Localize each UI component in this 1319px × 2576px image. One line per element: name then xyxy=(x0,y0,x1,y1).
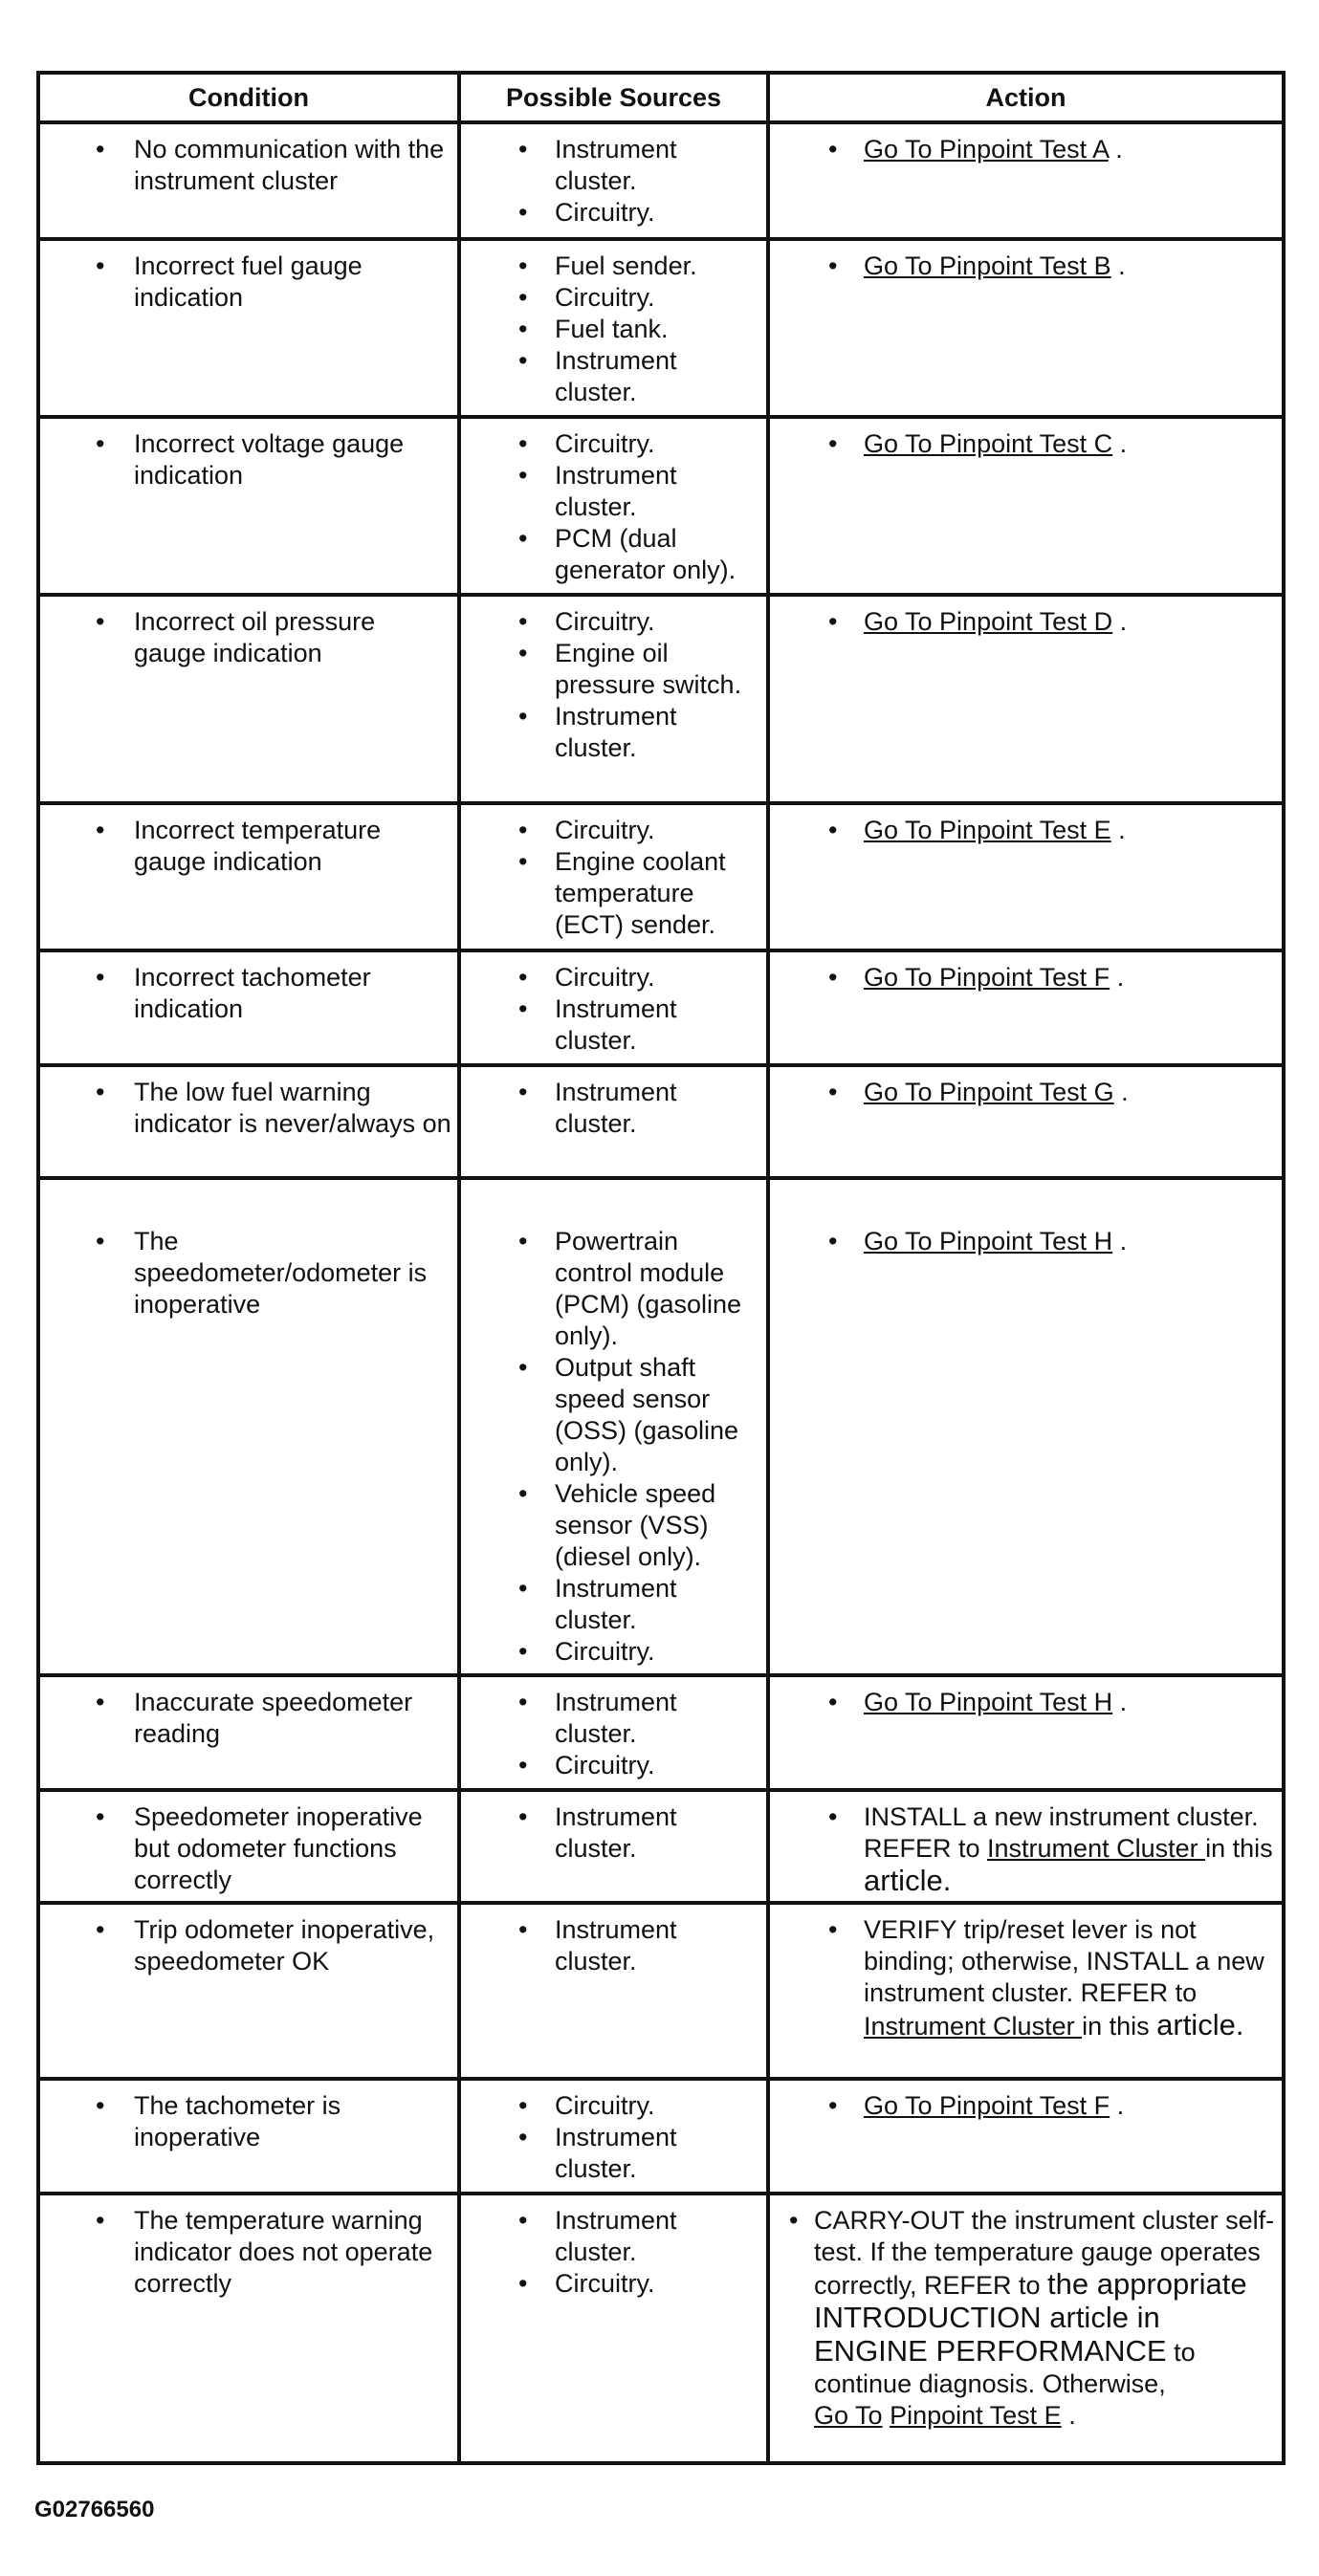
action-text: INSTALL a new instrument cluster. REFER to xyxy=(864,1802,1259,1863)
sources-cell xyxy=(459,122,768,239)
action-suffix-article: article. xyxy=(1156,2008,1244,2041)
action-item xyxy=(776,2205,1276,2432)
condition-item: • Incorrect oil pressure gauge indication xyxy=(46,606,451,669)
source-item: • Instrument cluster. xyxy=(467,1914,760,1977)
action-item xyxy=(776,1077,1276,1108)
table-row xyxy=(38,1065,1284,1178)
pinpoint-test-link[interactable]: Go To Pinpoint Test F xyxy=(864,2091,1110,2120)
source-item: • Circuitry. xyxy=(467,428,760,460)
condition-item: • Incorrect fuel gauge indication xyxy=(46,251,451,314)
source-item: • Circuitry. xyxy=(467,1750,760,1781)
source-item: • Powertrain control module (PCM) (gasoline only). xyxy=(467,1226,760,1352)
action-item xyxy=(776,815,1276,846)
sources-cell xyxy=(459,2079,768,2194)
source-item: • Instrument cluster. xyxy=(467,701,760,764)
condition-cell xyxy=(38,1790,459,1903)
condition-item: • Incorrect voltage gauge indication xyxy=(46,428,451,491)
action-cell xyxy=(768,595,1284,803)
condition-cell xyxy=(38,595,459,803)
action-text: VERIFY trip/reset lever is not binding; otherwise, INSTALL a new instrument cluster. REFER to xyxy=(864,1915,1264,2007)
pinpoint-test-link[interactable]: Pinpoint Test E xyxy=(890,2401,1062,2430)
source-item: • Engine coolant temperature (ECT) sender. xyxy=(467,846,760,941)
action-item xyxy=(776,134,1276,165)
action-cell xyxy=(768,950,1284,1065)
action-suffix: . xyxy=(1108,135,1123,164)
table-row xyxy=(38,1675,1284,1790)
header-row xyxy=(38,73,1284,122)
header-action: Action xyxy=(768,73,1284,122)
pinpoint-test-link[interactable]: Go To Pinpoint Test H xyxy=(864,1688,1113,1716)
pinpoint-test-link[interactable]: Go To Pinpoint Test H xyxy=(864,1227,1113,1255)
condition-cell xyxy=(38,1178,459,1675)
pinpoint-test-link[interactable]: Go To Pinpoint Test A xyxy=(864,135,1109,164)
sources-cell xyxy=(459,1178,768,1675)
source-item: • PCM (dual generator only). xyxy=(467,523,760,586)
source-item: • Circuitry. xyxy=(467,2090,760,2122)
condition-item: • Incorrect temperature gauge indication xyxy=(46,815,451,878)
condition-cell xyxy=(38,2079,459,2194)
condition-cell xyxy=(38,950,459,1065)
condition-item: • No communication with the instrument cluster xyxy=(46,134,451,197)
instrument-cluster-link[interactable]: Instrument Cluster xyxy=(864,2012,1083,2041)
figure-id: G02766560 xyxy=(34,2497,155,2522)
source-item: • Instrument cluster. xyxy=(467,345,760,408)
table-row xyxy=(38,803,1284,950)
source-item: • Circuitry. xyxy=(467,282,760,314)
condition-item: • The speedometer/odometer is inoperative xyxy=(46,1226,451,1321)
condition-item: • The low fuel warning indicator is never/always on xyxy=(46,1077,451,1140)
action-cell xyxy=(768,803,1284,950)
pinpoint-test-link[interactable]: Go To Pinpoint Test D xyxy=(864,607,1113,636)
action-suffix: . xyxy=(1112,1688,1128,1716)
condition-cell xyxy=(38,417,459,595)
action-cell xyxy=(768,1675,1284,1790)
action-item xyxy=(776,2090,1276,2122)
table-row xyxy=(38,1790,1284,1903)
pinpoint-test-link[interactable]: Go To Pinpoint Test F xyxy=(864,963,1110,992)
action-cell xyxy=(768,239,1284,417)
source-item: • Circuitry. xyxy=(467,815,760,846)
source-item: • Fuel tank. xyxy=(467,314,760,345)
sources-cell xyxy=(459,950,768,1065)
table-row xyxy=(38,417,1284,595)
action-cell xyxy=(768,2194,1284,2463)
action-suffix: . xyxy=(1112,607,1128,636)
source-item: • Circuitry. xyxy=(467,2268,760,2300)
sources-cell xyxy=(459,595,768,803)
action-item xyxy=(776,1801,1276,1898)
source-item: • Circuitry. xyxy=(467,197,760,229)
source-item: • Instrument cluster. xyxy=(467,993,760,1057)
condition-cell xyxy=(38,1065,459,1178)
action-item xyxy=(776,1914,1276,2042)
source-item: • Output shaft speed sensor (OSS) (gasoline only). xyxy=(467,1352,760,1478)
pinpoint-test-link[interactable]: Go To Pinpoint Test B xyxy=(864,251,1111,280)
condition-cell xyxy=(38,239,459,417)
action-text-large: the appropriate INTRODUCTION article in ENGINE PERFORMANCE xyxy=(814,2267,1247,2368)
sources-cell xyxy=(459,803,768,950)
action-text: CARRY-OUT the instrument cluster self-test. If the temperature gauge operates correctly, REFER to xyxy=(814,2206,1275,2300)
action-suffix: . xyxy=(1110,2091,1125,2120)
action-suffix-article: article. xyxy=(864,1864,952,1897)
condition-item: • Incorrect tachometer indication xyxy=(46,962,451,1025)
action-text-continued: to continue diagnosis. Otherwise, xyxy=(814,2338,1196,2398)
table-row xyxy=(38,2079,1284,2194)
sources-cell xyxy=(459,2194,768,2463)
header-possible-sources: Possible Sources xyxy=(459,73,768,122)
condition-cell xyxy=(38,2194,459,2463)
pinpoint-test-link[interactable]: Go To Pinpoint Test E xyxy=(864,816,1111,844)
condition-item: • Speedometer inoperative but odometer functions correctly xyxy=(46,1801,451,1896)
sources-cell xyxy=(459,239,768,417)
pinpoint-test-link[interactable]: Go To Pinpoint Test G xyxy=(864,1078,1114,1106)
header-condition: Condition xyxy=(38,73,459,122)
action-item xyxy=(776,251,1276,282)
action-suffix: . xyxy=(1112,429,1128,458)
action-suffix: . xyxy=(1112,1227,1128,1255)
condition-cell xyxy=(38,1903,459,2079)
table-row xyxy=(38,595,1284,803)
source-item: • Engine oil pressure switch. xyxy=(467,638,760,701)
action-cell xyxy=(768,1065,1284,1178)
action-suffix: . xyxy=(1061,2401,1076,2430)
action-suffix: in this xyxy=(1082,2012,1157,2041)
source-item: • Instrument cluster. xyxy=(467,1687,760,1750)
table-row xyxy=(38,950,1284,1065)
condition-item: • Inaccurate speedometer reading xyxy=(46,1687,451,1750)
action-item xyxy=(776,428,1276,460)
source-item: • Fuel sender. xyxy=(467,251,760,282)
action-cell xyxy=(768,1178,1284,1675)
source-item: • Circuitry. xyxy=(467,606,760,638)
action-cell xyxy=(768,1790,1284,1903)
action-item xyxy=(776,962,1276,993)
source-item: • Instrument cluster. xyxy=(467,2205,760,2268)
source-item: • Circuitry. xyxy=(467,1636,760,1668)
sources-cell xyxy=(459,1065,768,1178)
action-item xyxy=(776,1687,1276,1718)
go-to-link[interactable]: Go To xyxy=(814,2401,883,2430)
condition-cell xyxy=(38,803,459,950)
action-item xyxy=(776,1226,1276,1257)
sources-cell xyxy=(459,1790,768,1903)
action-suffix: . xyxy=(1113,1078,1129,1106)
action-cell xyxy=(768,2079,1284,2194)
action-suffix: in this xyxy=(1205,1834,1273,1863)
table-row xyxy=(38,1178,1284,1675)
action-suffix: . xyxy=(1110,251,1126,280)
sources-cell xyxy=(459,417,768,595)
source-item: • Instrument cluster. xyxy=(467,2122,760,2185)
action-item xyxy=(776,606,1276,638)
source-item: • Instrument cluster. xyxy=(467,1077,760,1140)
table-row xyxy=(38,239,1284,417)
source-item: • Instrument cluster. xyxy=(467,134,760,197)
action-suffix: . xyxy=(1110,816,1126,844)
sources-cell xyxy=(459,1903,768,2079)
source-item: • Instrument cluster. xyxy=(467,460,760,523)
condition-item: • Trip odometer inoperative, speedometer OK xyxy=(46,1914,451,1977)
pinpoint-test-link[interactable]: Go To Pinpoint Test C xyxy=(864,429,1113,458)
action-cell xyxy=(768,417,1284,595)
action-cell xyxy=(768,1903,1284,2079)
condition-cell xyxy=(38,122,459,239)
source-item: • Vehicle speed sensor (VSS) (diesel only). xyxy=(467,1478,760,1573)
table-row xyxy=(38,122,1284,239)
diagnosis-table xyxy=(36,71,1286,2465)
source-item: • Instrument cluster. xyxy=(467,1801,760,1865)
condition-cell xyxy=(38,1675,459,1790)
condition-item: • The tachometer is inoperative xyxy=(46,2090,451,2153)
table-row xyxy=(38,1903,1284,2079)
instrument-cluster-link[interactable]: Instrument Cluster xyxy=(987,1834,1206,1863)
source-item: • Circuitry. xyxy=(467,962,760,993)
source-item: • Instrument cluster. xyxy=(467,1573,760,1636)
condition-item: • The temperature warning indicator does not operate correctly xyxy=(46,2205,451,2300)
action-suffix: . xyxy=(1110,963,1125,992)
table-row xyxy=(38,2194,1284,2463)
sources-cell xyxy=(459,1675,768,1790)
action-cell xyxy=(768,122,1284,239)
